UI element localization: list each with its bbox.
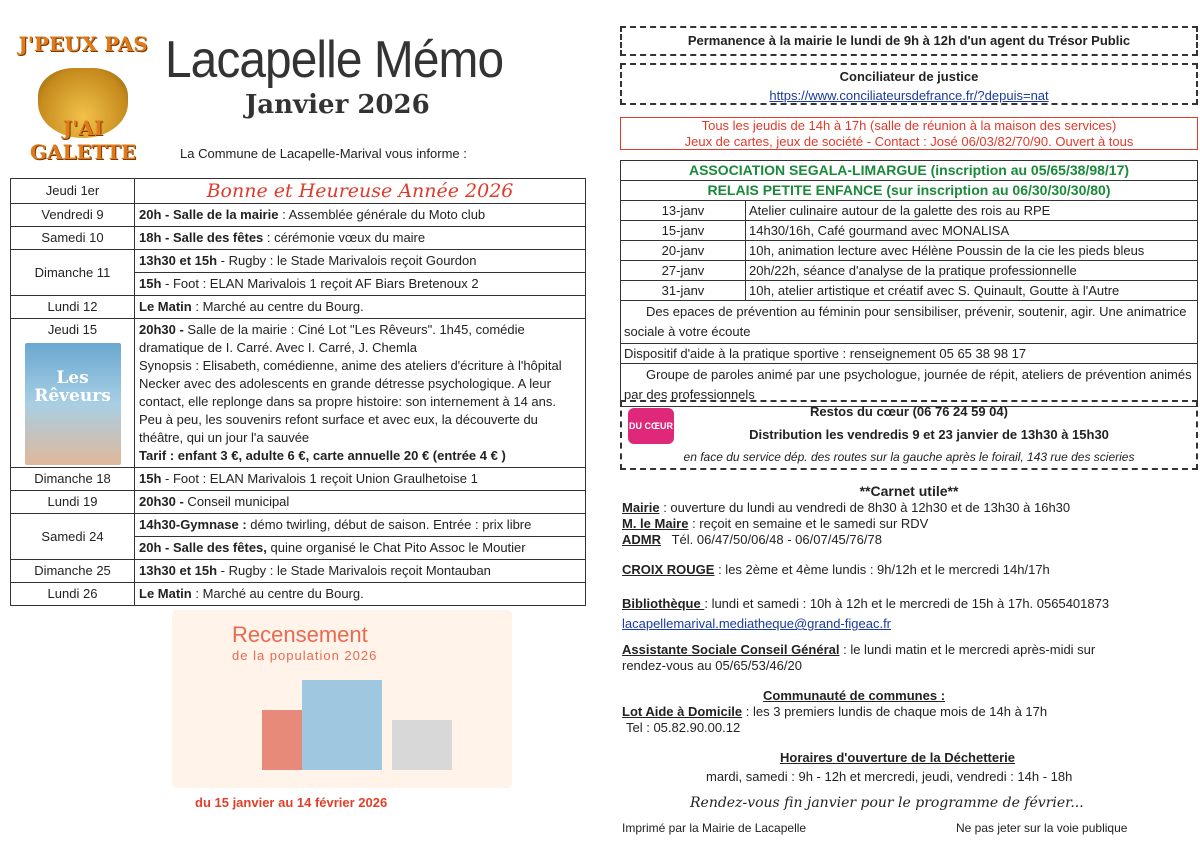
carnet-maire: M. le Maire : reçoit en semaine et le samedi sur RDV	[622, 516, 929, 531]
table-row	[621, 261, 1198, 281]
table-row	[11, 227, 586, 250]
activity-cell: 10h, atelier artistique et créatif avec S. Quinault, Goutte à l'Autre	[746, 281, 1198, 301]
day-cell: Samedi 10	[11, 227, 135, 250]
day-cell: Dimanche 11	[11, 250, 135, 296]
footer-call: Rendez-vous fin janvier pour le programme de février...	[690, 795, 1084, 811]
activity-cell: 20h/22h, séance d'analyse de la pratique professionnelle	[746, 261, 1198, 281]
galette-logo	[8, 28, 158, 168]
greeting: Bonne et Heureuse Année 2026	[135, 179, 586, 204]
carnet-title: **Carnet utile**	[859, 483, 959, 499]
intro-text: La Commune de Lacapelle-Marival vous informe :	[180, 146, 467, 161]
day-cell: Lundi 19	[11, 491, 135, 514]
table-row	[11, 319, 586, 468]
table-row	[11, 491, 586, 514]
dechetterie-hours: mardi, samedi : 9h - 12h et mercredi, jeudi, vendredi : 14h - 18h	[706, 769, 1073, 784]
rpe-header: RELAIS PETITE ENFANCE (sur inscription au 06/30/30/30/80)	[621, 181, 1198, 201]
event-cell: 20h30 - Conseil municipal	[135, 491, 586, 514]
day-cell: Dimanche 25	[11, 560, 135, 583]
date-cell: 27-janv	[621, 261, 746, 281]
comcom-title: Communauté de communes :	[763, 688, 946, 703]
event-cell: 20h - Salle de la mairie : Assemblée générale du Moto club	[135, 204, 586, 227]
house-illustration	[392, 720, 452, 770]
recensement-title: Recensement	[232, 622, 368, 647]
restos-box	[620, 400, 1198, 470]
lad-tel: Tel : 05.82.90.00.12	[626, 720, 741, 735]
date-cell: 31-janv	[621, 281, 746, 301]
movie-poster: Les Rêveurs	[25, 343, 121, 465]
bibliotheque-email[interactable]: lacapellemarival.mediatheque@grand-figeac.fr	[622, 616, 892, 631]
carnet-mairie: Mairie : ouverture du lundi au vendredi de 8h30 à 12h30 et de 13h30 à 16h30	[622, 500, 1071, 515]
activity-cell: 14h30/16h, Café gourmand avec MONALISA	[746, 221, 1198, 241]
event-cell: 20h30 - Salle de la mairie : Ciné Lot "Les Rêveurs". 1h45, comédie dramatique de I. Carré. Avec I. Carré, J. Chemla Synopsis : Elisabeth, comédienne, anime des ateliers d'écriture à l'hôpital Necker avec des adolescents en grande détresse psychologique. A leur contact, elle replonge dans sa propre histoire: son internement à 14 ans. Peu à peu, les souvenirs refont surface et avec eux, la découverte du théâtre, qui un jour l'a sauvée Tarif : enfant 3 €, adulte 6 €, carte annuelle 20 € (entrée 4 € )	[135, 319, 586, 468]
event-cell: 15h - Foot : ELAN Marivalois 1 reçoit Union Graulhetoise 1	[135, 468, 586, 491]
day-cell: Jeudi 1er	[11, 179, 135, 204]
event-cell: 18h - Salle des fêtes : cérémonie vœux du maire	[135, 227, 586, 250]
event-cell: 15h - Foot : ELAN Marivalois 1 reçoit AF Biars Bretenoux 2	[135, 273, 586, 296]
note-cell: Des epaces de prévention au féminin pour sensibiliser, prévenir, soutenir, agir. Une animatrice sociale à votre écoute	[621, 301, 1198, 344]
recensement-poster	[172, 610, 512, 788]
restos-address: en face du service dép. des routes sur la gauche après le foirail, 143 rue des scieries	[683, 450, 1135, 464]
restos-logo: DU CŒUR	[628, 408, 674, 444]
date-cell: 13-janv	[621, 201, 746, 221]
recensement-dates: du 15 janvier au 14 février 2026	[195, 795, 388, 810]
table-row	[11, 179, 586, 204]
restos-distribution: Distribution les vendredis 9 et 23 janvier de 13h30 à 15h30	[749, 427, 1109, 442]
table-row	[621, 201, 1198, 221]
recensement-subtitle: de la population 2026	[232, 648, 378, 663]
table-row	[11, 514, 586, 537]
table-row	[11, 468, 586, 491]
table-row	[621, 281, 1198, 301]
day-cell: Samedi 24	[11, 514, 135, 560]
day-cell: Jeudi 15 Les Rêveurs	[11, 319, 135, 468]
event-cell: 20h - Salle des fêtes, quine organisé le Chat Pito Assoc le Moutier	[135, 537, 586, 560]
building-illustration	[302, 680, 382, 770]
table-row	[11, 250, 586, 273]
day-cell: Lundi 26	[11, 583, 135, 606]
permanence-box: Permanence à la mairie le lundi de 9h à 12h d'un agent du Trésor Public	[620, 26, 1198, 56]
table-row	[11, 204, 586, 227]
table-row	[11, 583, 586, 606]
date-cell: 20-janv	[621, 241, 746, 261]
month-title: Janvier 2026	[245, 90, 430, 120]
carnet-croix-rouge: CROIX ROUGE : les 2ème et 4ème lundis : 9h/12h et le mercredi 14h/17h	[622, 562, 1050, 577]
club-line: Jeux de cartes, jeux de société - Contact : José 06/03/82/70/90. Ouvert à tous	[684, 134, 1134, 149]
printed-by: Imprimé par la Mairie de Lacapelle	[622, 821, 807, 835]
no-litter: Ne pas jeter sur la voie publique	[956, 821, 1128, 835]
event-cell: Le Matin : Marché au centre du Bourg.	[135, 583, 586, 606]
logo-bottom-text: J'AI GALETTE	[29, 116, 137, 164]
carnet-lad: Lot Aide à Domicile : les 3 premiers lundis de chaque mois de 14h à 17h	[622, 704, 1048, 719]
carnet-assistante: Assistante Sociale Conseil Général : le lundi matin et le mercredi après-midi sur rendez-vous au 05/65/53/46/20	[622, 642, 1096, 673]
dechetterie-title: Horaires d'ouverture de la Déchetterie	[780, 750, 1016, 765]
restos-title: Restos du cœur (06 76 24 59 04)	[810, 404, 1008, 419]
event-cell: 13h30 et 15h - Rugby : le Stade Marivalois reçoit Montauban	[135, 560, 586, 583]
event-cell: 13h30 et 15h - Rugby : le Stade Marivalois reçoit Gourdon	[135, 250, 586, 273]
day-cell: Vendredi 9	[11, 204, 135, 227]
table-row	[11, 296, 586, 319]
date-cell: 15-janv	[621, 221, 746, 241]
note-cell: Groupe de paroles animé par une psychologue, journée de répit, ateliers de prévention animés par des professionnels	[621, 364, 1198, 407]
day-cell: Lundi 12	[11, 296, 135, 319]
club-box	[620, 117, 1198, 150]
carnet-bibliotheque: Bibliothèque : lundi et samedi : 10h à 12h et le mercredi de 15h à 17h. 0565401873	[622, 596, 1110, 611]
event-cell: 14h30-Gymnase : démo twirling, début de saison. Entrée : prix libre	[135, 514, 586, 537]
page-title: Lacapelle Mémo	[165, 31, 504, 89]
conciliateur-box	[620, 63, 1198, 105]
carnet-admr: ADMR Tél. 06/47/50/06/48 - 06/07/45/76/78	[622, 532, 882, 547]
activity-cell: Atelier culinaire autour de la galette des rois au RPE	[746, 201, 1198, 221]
table-row	[621, 221, 1198, 241]
events-table	[10, 178, 586, 606]
table-row	[11, 560, 586, 583]
event-cell: Le Matin : Marché au centre du Bourg.	[135, 296, 586, 319]
association-table	[620, 160, 1198, 407]
asso-header: ASSOCIATION SEGALA-LIMARGUE (inscription au 05/65/38/98/17)	[621, 161, 1198, 181]
day-cell: Dimanche 18	[11, 468, 135, 491]
note-cell: Dispositif d'aide à la pratique sportive : renseignement 05 65 38 98 17	[621, 344, 1198, 364]
table-row	[621, 241, 1198, 261]
conciliateur-title: Conciliateur de justice	[839, 69, 979, 84]
club-line: Tous les jeudis de 14h à 17h (salle de réunion à la maison des services)	[701, 118, 1117, 133]
conciliateur-link[interactable]: https://www.conciliateursdefrance.fr/?depuis=nat	[769, 88, 1049, 103]
logo-top-text: J'PEUX PAS	[18, 32, 148, 56]
activity-cell: 10h, animation lecture avec Hélène Poussin de la cie les pieds bleus	[746, 241, 1198, 261]
